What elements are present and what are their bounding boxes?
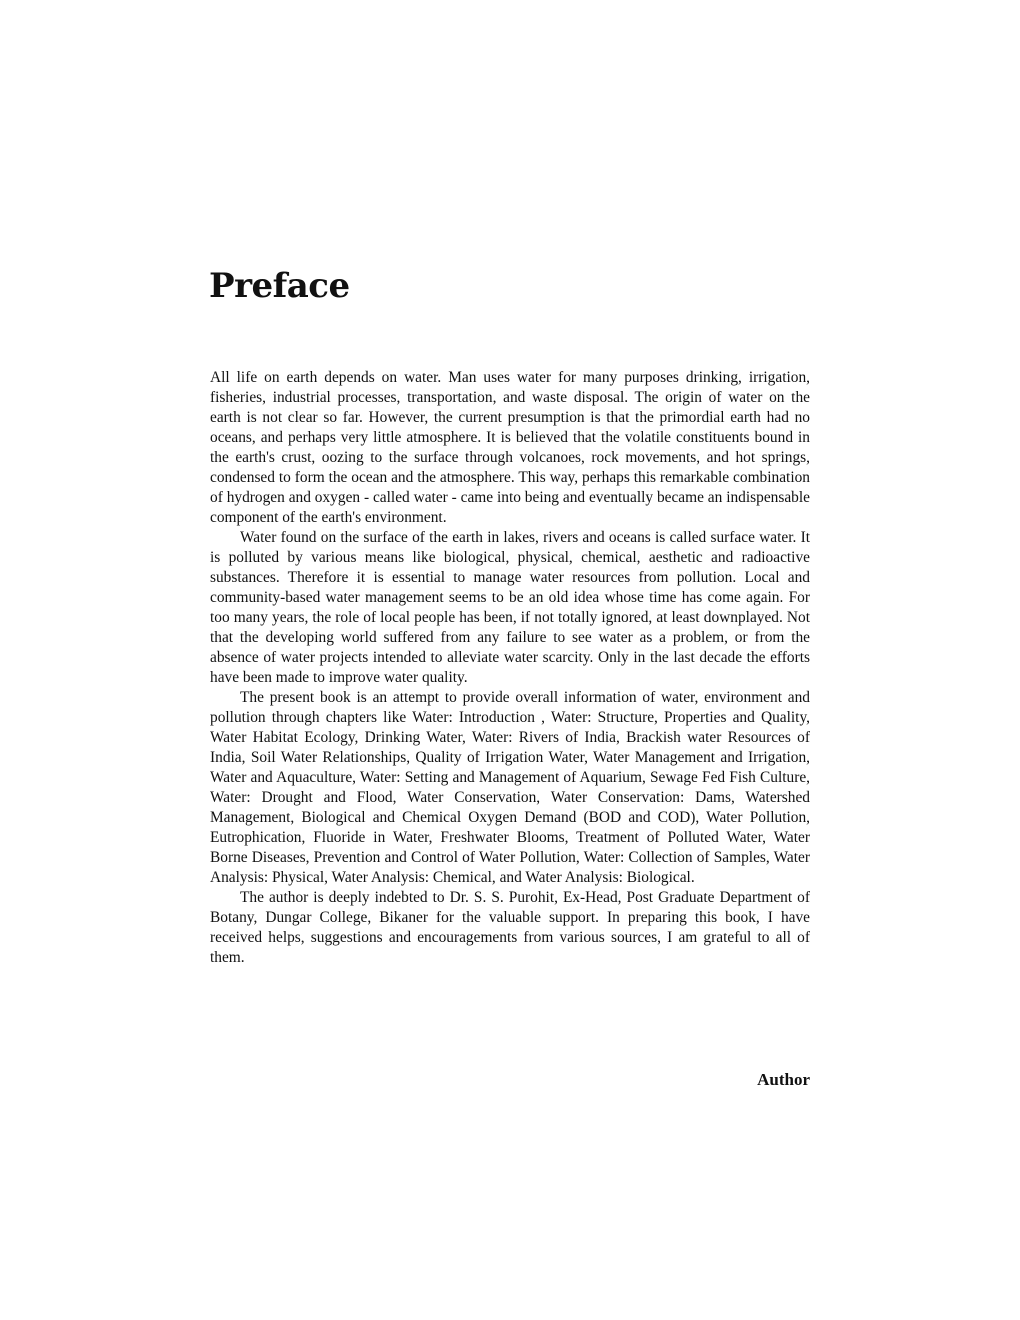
paragraph: All life on earth depends on water. Man uses water for many purposes drinking, irrigation, fisheries, industrial processes, transportation, and waste disposal. The origin of water on the earth is not clear so far. However, the current presumption is that the primordial earth had no oceans, and perhaps very little atmosphere. It is believed that the volatile constituents bound in the earth's crust, oozing to the surface through volcanoes, rock movements, and hot springs, condensed to form the ocean and the atmosphere. This way, perhaps this remarkable combination of hydrogen and oxygen - called water - came into being and eventually became an indispensable component of the earth's environment.: [210, 369, 810, 526]
paragraph: Water found on the surface of the earth in lakes, rivers and oceans is called surface water. It is polluted by various means like biological, physical, chemical, aesthetic and radioactive substances. Therefore it is essential to manage water resources from pollution. Local and community-based water management seems to be an old idea whose time has come again. For too many years, the role of local people has been, if not totally ignored, at least downplayed. Not that the developing world suffered from any failure to see water as a problem, or from the absence of water projects intended to alleviate water scarcity. Only in the last decade the efforts have been made to improve water quality.: [210, 529, 810, 686]
preface-body: [210, 368, 810, 968]
author-signature: Author: [757, 1070, 810, 1089]
page-title: Preface: [209, 266, 350, 306]
paragraph: The present book is an attempt to provide overall information of water, environment and pollution through chapters like Water: Introduction , Water: Structure, Properties and Quality, Water Habitat Ecology, Drinking Water, Water: Rivers of India, Brackish water Resources of India, Soil Water Relationships, Quality of Irrigation Water, Water Management and Irrigation, Water and Aquaculture, Water: Setting and Management of Aquarium, Sewage Fed Fish Culture, Water: Drought and Flood, Water Conservation, Water Conservation: Dams, Watershed Management, Biological and Chemical Oxygen Demand (BOD and COD), Water Pollution, Eutrophication, Fluoride in Water, Freshwater Blooms, Treatment of Polluted Water, Water Borne Diseases, Prevention and Control of Water Pollution, Water: Collection of Samples, Water Analysis: Physical, Water Analysis: Chemical, and Water Analysis: Biological.: [210, 689, 810, 886]
paragraph: The author is deeply indebted to Dr. S. S. Purohit, Ex-Head, Post Graduate Department of Botany, Dungar College, Bikaner for the valuable support. In preparing this book, I have received helps, suggestions and encouragements from various sources, I am grateful to all of them.: [210, 889, 810, 966]
